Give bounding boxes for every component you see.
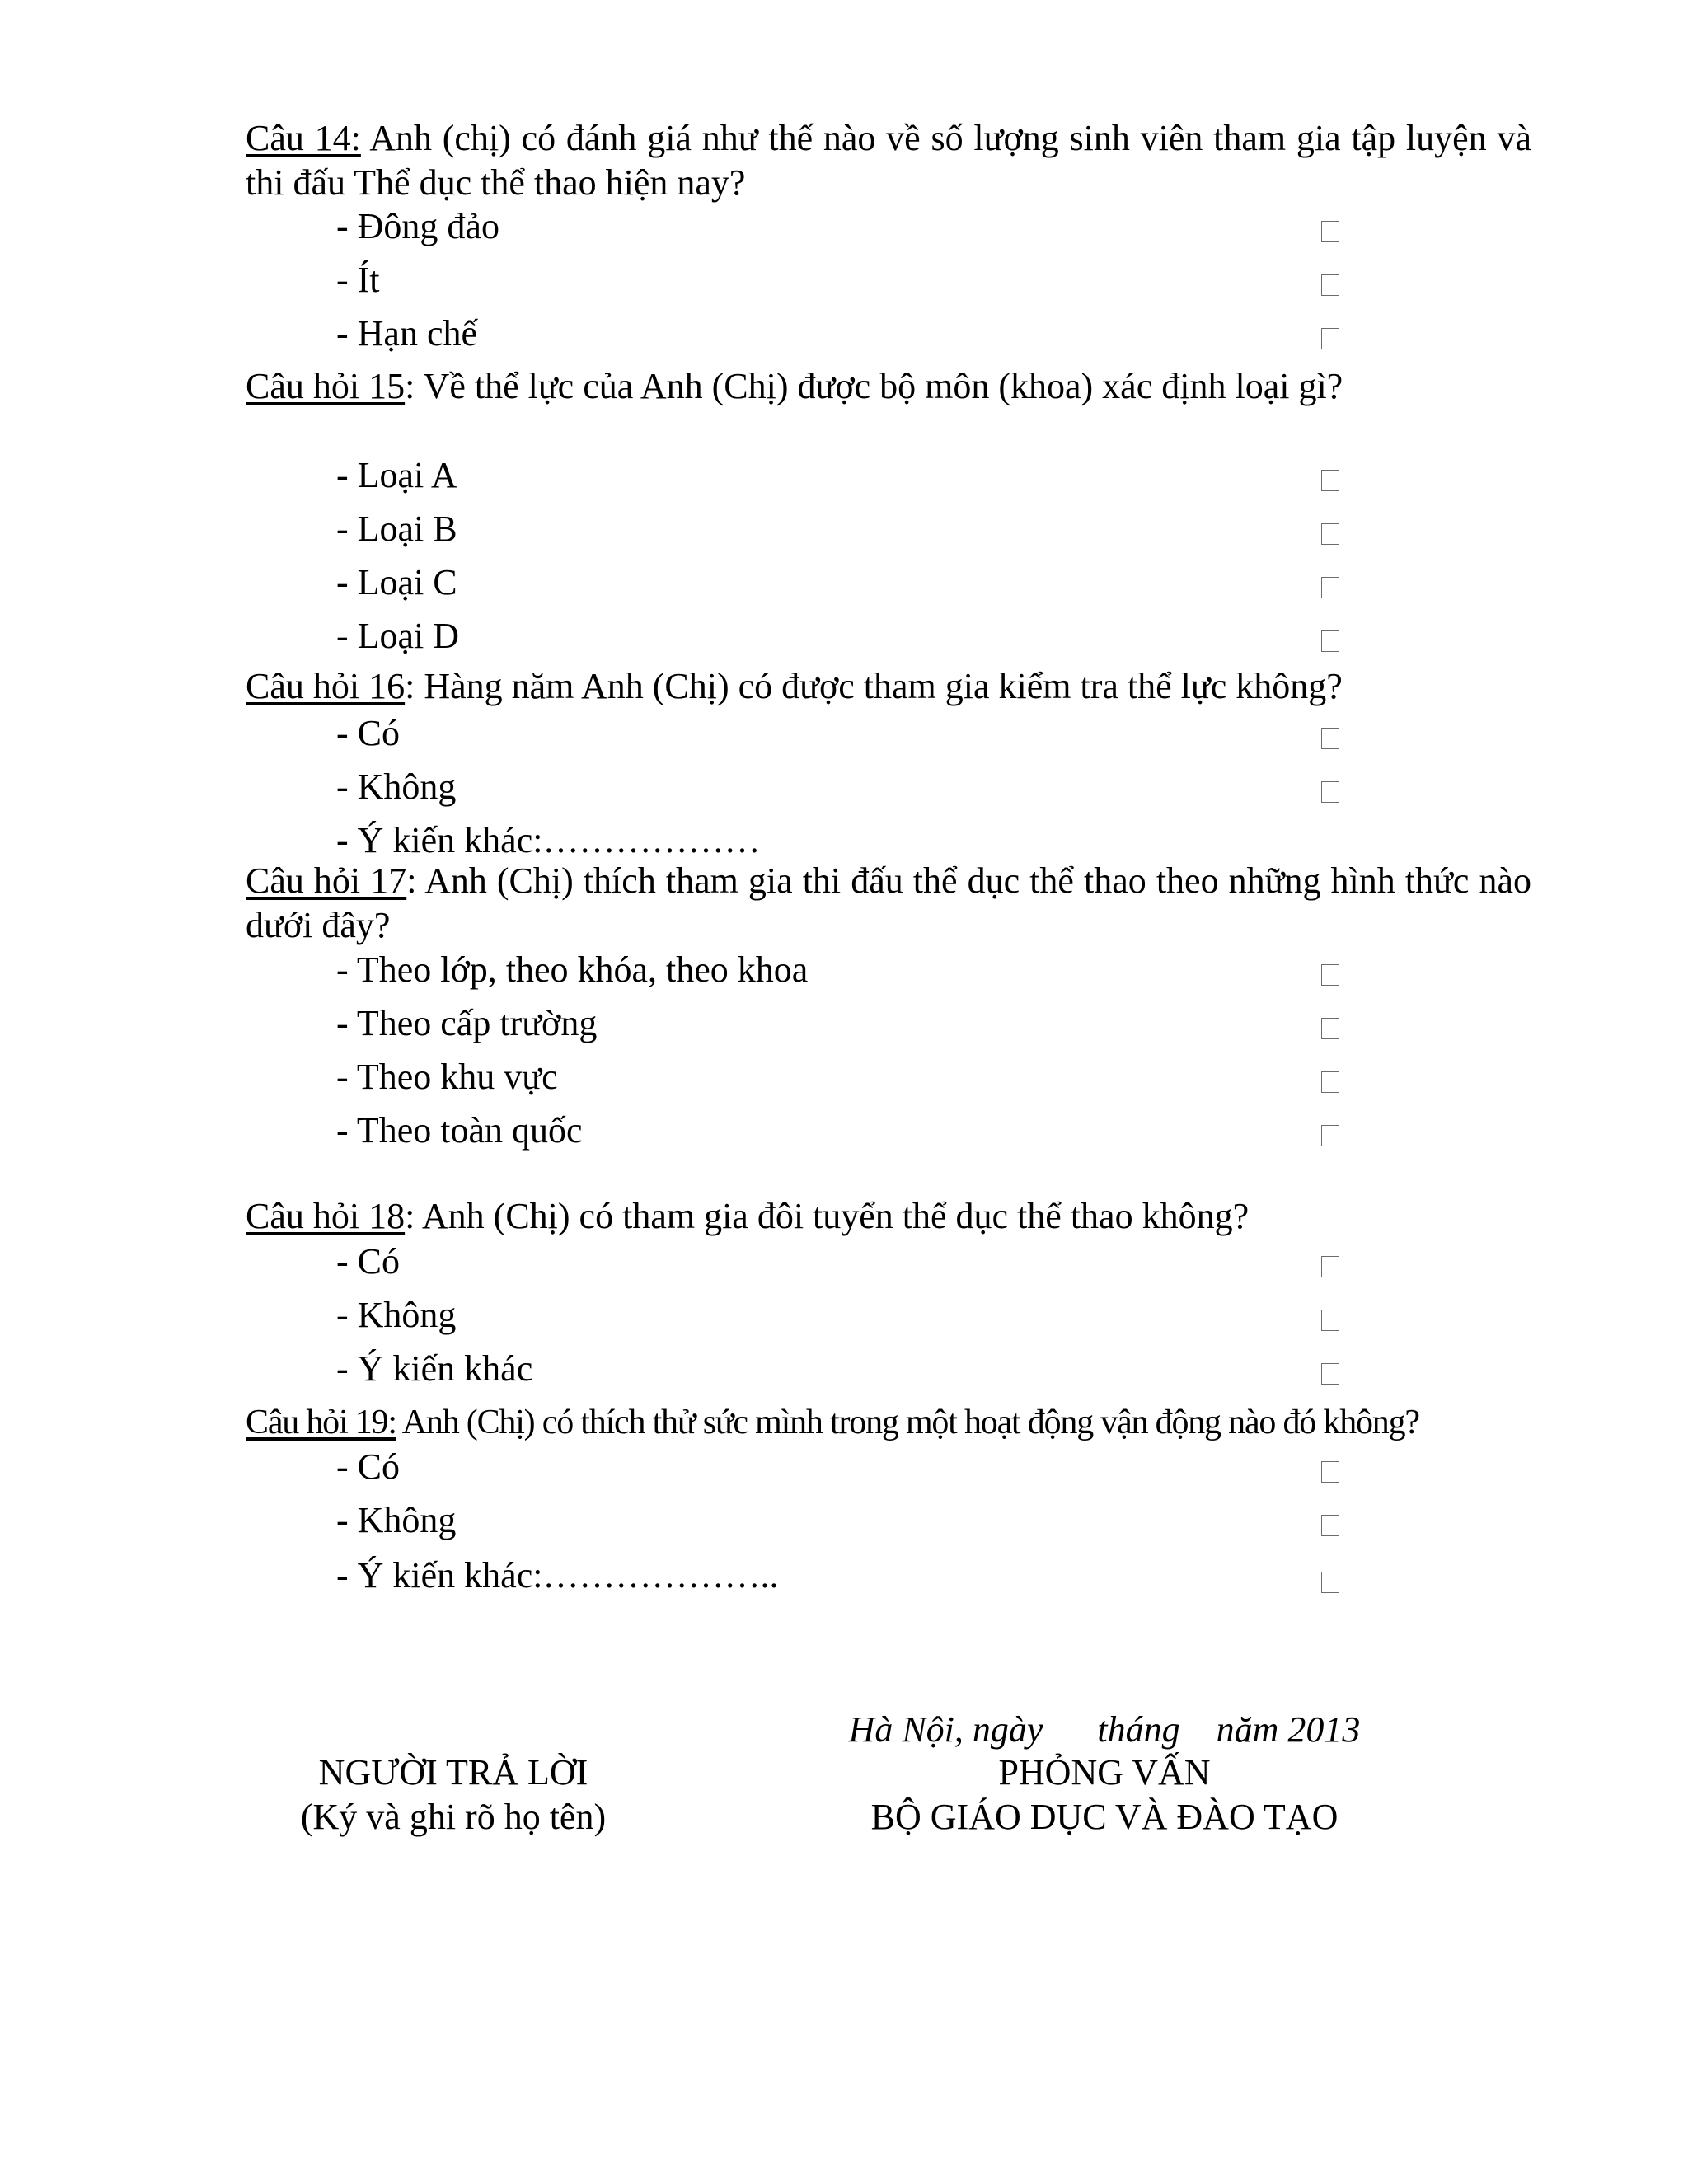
q19-option-2: - Không — [336, 1500, 457, 1540]
q15-option-4: - Loại D — [336, 616, 460, 656]
q17-option-3-checkbox[interactable] — [1321, 1071, 1339, 1093]
question-17-label: Câu hỏi 17 — [246, 860, 407, 901]
q14-option-2: - Ít — [336, 260, 380, 300]
q14-option-3-checkbox[interactable] — [1321, 328, 1339, 349]
q17-option-1-checkbox[interactable] — [1321, 964, 1339, 986]
q19-option-3-checkbox[interactable] — [1321, 1572, 1339, 1593]
question-18-label: Câu hỏi 18 — [246, 1196, 406, 1236]
q14-option-1-checkbox[interactable] — [1321, 221, 1339, 242]
q16-option-2: - Không — [336, 766, 457, 807]
question-14-label: Câu 14: — [246, 118, 361, 158]
q19-option-3: - Ý kiến khác:……………….. — [336, 1555, 779, 1596]
q18-option-3-checkbox[interactable] — [1321, 1363, 1339, 1385]
q17-option-2: - Theo cấp trường — [336, 1003, 598, 1043]
q15-option-1: - Loại A — [336, 455, 457, 495]
q16-option-2-checkbox[interactable] — [1321, 781, 1339, 803]
interview-title: PHỎNG VẤN — [998, 1752, 1211, 1793]
q16-option-1-checkbox[interactable] — [1321, 728, 1339, 749]
respondent-title: NGƯỜI TRẢ LỜI — [318, 1752, 588, 1793]
q18-option-2: - Không — [336, 1295, 457, 1335]
question-18 — [246, 1194, 1531, 1239]
q18-option-3: - Ý kiến khác — [336, 1348, 533, 1389]
q19-option-1-checkbox[interactable] — [1321, 1461, 1339, 1483]
question-16-label: Câu hỏi 16 — [246, 666, 406, 706]
q16-option-3: - Ý kiến khác:……………… — [336, 820, 761, 860]
question-17 — [246, 859, 1531, 948]
q15-option-3-checkbox[interactable] — [1321, 577, 1339, 598]
q17-option-4-checkbox[interactable] — [1321, 1125, 1339, 1146]
question-16 — [246, 664, 1531, 709]
q17-option-2-checkbox[interactable] — [1321, 1018, 1339, 1039]
q15-option-1-checkbox[interactable] — [1321, 470, 1339, 491]
question-15-text: : Về thể lực của Anh (Chị) được bộ môn (khoa) xác định loại gì? — [405, 366, 1343, 406]
q15-option-2: - Loại B — [336, 509, 457, 549]
question-18-text: : Anh (Chị) có tham gia đôi tuyển thể dục thể thao không? — [405, 1196, 1250, 1236]
question-16-text: : Hàng năm Anh (Chị) có được tham gia kiểm tra thể lực không? — [405, 666, 1343, 706]
question-15-label: Câu hỏi 15 — [246, 366, 406, 406]
q14-option-3: - Hạn chế — [336, 313, 478, 354]
question-17-text: : Anh (Chị) thích tham gia thi đấu thể dục thể thao theo những hình thức nào dưới đây? — [246, 860, 1531, 945]
q19-option-2-checkbox[interactable] — [1321, 1515, 1339, 1536]
q14-option-2-checkbox[interactable] — [1321, 274, 1339, 296]
question-19-text: Anh (Chị) có thích thử sức mình trong một hoạt động vận động nào đó không? — [396, 1404, 1419, 1441]
q17-option-4: - Theo toàn quốc — [336, 1110, 583, 1151]
q18-option-1-checkbox[interactable] — [1321, 1256, 1339, 1277]
question-14-text: Anh (chị) có đánh giá như thế nào về số lượng sinh viên tham gia tập luyện và thi đấu Thể dục thể thao hiện nay? — [246, 118, 1531, 203]
date-line: Hà Nội, ngày tháng năm 2013 — [848, 1709, 1361, 1750]
q17-option-1: - Theo lớp, theo khóa, theo khoa — [336, 949, 809, 990]
q17-option-3: - Theo khu vực — [336, 1057, 558, 1097]
q15-option-4-checkbox[interactable] — [1321, 630, 1339, 652]
q15-option-3: - Loại C — [336, 562, 457, 602]
respondent-note: (Ký và ghi rõ họ tên) — [300, 1797, 607, 1837]
q14-option-1: - Đông đảo — [336, 206, 499, 246]
question-14 — [246, 116, 1531, 205]
q18-option-2-checkbox[interactable] — [1321, 1310, 1339, 1331]
question-19-label: Câu hỏi 19: — [246, 1404, 396, 1441]
q16-option-1: - Có — [336, 713, 400, 753]
question-19 — [246, 1400, 1531, 1445]
q18-option-1: - Có — [336, 1241, 400, 1282]
q19-option-1: - Có — [336, 1446, 400, 1487]
question-15 — [246, 364, 1531, 409]
organization-name: BỘ GIÁO DỤC VÀ ĐÀO TẠO — [870, 1797, 1339, 1837]
q15-option-2-checkbox[interactable] — [1321, 523, 1339, 545]
